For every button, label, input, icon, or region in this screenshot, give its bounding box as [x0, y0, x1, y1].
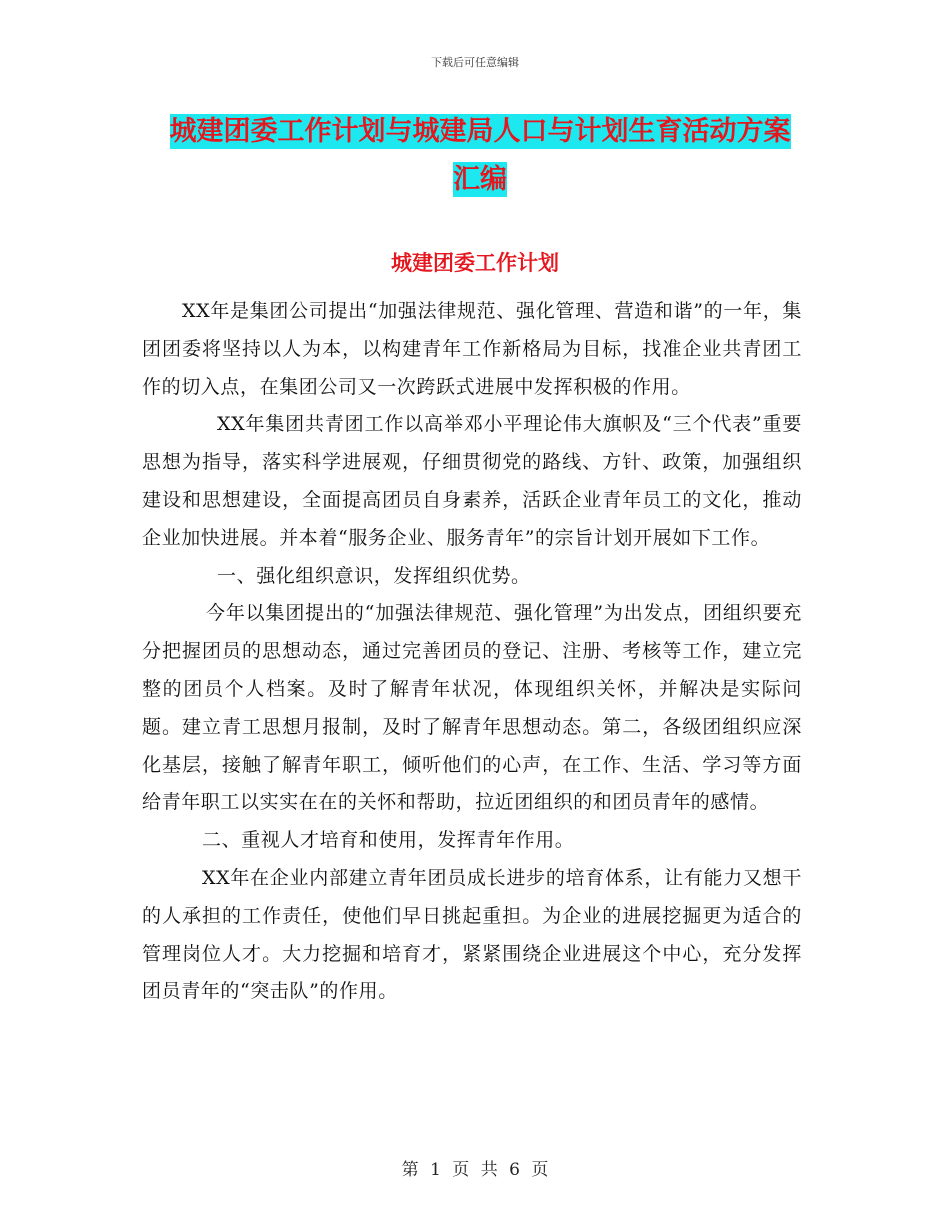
paragraph-organization: 今年以集团提出的“加强法律规范、强化管理”为出发点，团组织要充分把握团员的思想动态，通过完善团员的登记、注册、考核等工作，建立完整的团员个人档案。及时了解青年状况，体现组织关怀，并解决是实际问题。建立青工思想月报制，及时了解青年思想动态。第二，各级团组织应深化基层，接触了解青年职工，倾听他们的心声，在工作、生活、学习等方面给青年职工以实实在在的关怀和帮助，拉近团组织的和团员青年的感情。 [142, 602, 802, 814]
paragraph-talent: XX年在企业内部建立青年团员成长进步的培育体系，让有能力又想干的人承担的工作责任，使他们早日挑起重担。为企业的进展挖掘更为适合的管理岗位人才。大力挖掘和培育才，紧紧围绕企业进展这个中心，充分发挥团员青年的“突击队”的作用。 [142, 866, 802, 1003]
page-number-footer: 第 1 页 共 6 页 [401, 1160, 549, 1180]
document-title [140, 108, 820, 204]
paragraph-heading-2: 二、重视人才培育和使用，发挥青年作用。 [202, 829, 575, 852]
page-header-note: 下载后可任意编辑 [431, 56, 519, 69]
document-title-line-1: 城建团委工作计划与城建局人口与计划生育活动方案 [169, 116, 791, 147]
paragraph-heading-1: 一、强化组织意识，发挥组织优势。 [217, 564, 531, 587]
paragraph-guiding-principle: XX年集团共青团工作以高举邓小平理论伟大旗帜及“三个代表”重要思想为指导，落实科学进展观，仔细贯彻党的路线、方针、政策，加强组织建设和思想建设，全面提高团员自身素养，活跃企业青年员工的文化，推动企业加快进展。并本着“服务企业、服务青年”的宗旨计划开展如下工作。 [142, 413, 802, 549]
document-title-line-2: 汇编 [453, 164, 507, 195]
document-body [142, 293, 802, 1011]
section-title: 城建团委工作计划 [391, 251, 559, 275]
paragraph-intro: XX年是集团公司提出“加强法律规范、强化管理、营造和谐”的一年，集团团委将坚持以人为本，以构建青年工作新格局为目标，找准企业共青团工作的切入点，在集团公司又一次跨跃式进展中发挥积极的作用。 [142, 300, 802, 398]
